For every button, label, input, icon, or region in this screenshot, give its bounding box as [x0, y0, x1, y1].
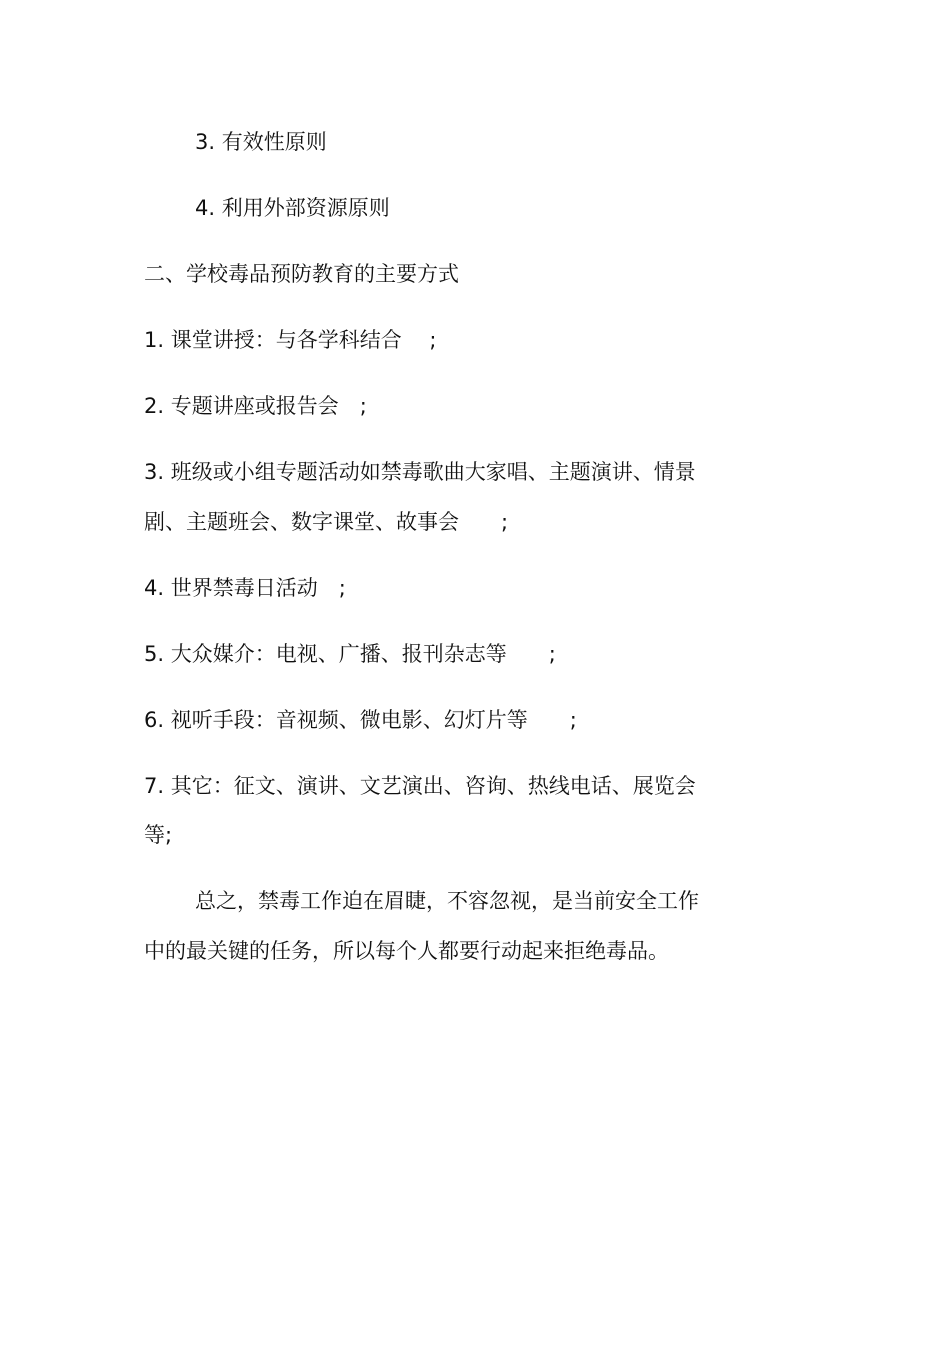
- method-item: 6. 视听手段：音视频、微电影、幻灯片等 ;: [144, 708, 577, 732]
- method-item-continuation: 等;: [144, 823, 173, 847]
- method-item: 4. 世界禁毒日活动 ;: [144, 576, 346, 600]
- principle-item: 3. 有效性原则: [195, 130, 327, 154]
- method-item: 5. 大众媒介：电视、广播、报刊杂志等 ;: [144, 642, 556, 666]
- method-item: 1. 课堂讲授：与各学科结合 ;: [144, 328, 437, 352]
- method-item: 7. 其它：征文、演讲、文艺演出、咨询、热线电话、展览会: [144, 774, 696, 798]
- conclusion-paragraph-line: 总之，禁毒工作迫在眉睫，不容忽视，是当前安全工作: [195, 889, 699, 913]
- conclusion-paragraph-line: 中的最关键的任务，所以每个人都要行动起来拒绝毒品。: [144, 939, 669, 963]
- section-heading: 二、学校毒品预防教育的主要方式: [144, 262, 459, 286]
- principle-item: 4. 利用外部资源原则: [195, 196, 390, 220]
- method-item-continuation: 剧、主题班会、数字课堂、故事会 ;: [144, 510, 509, 534]
- method-item: 2. 专题讲座或报告会 ;: [144, 394, 367, 418]
- method-item: 3. 班级或小组专题活动如禁毒歌曲大家唱、主题演讲、情景: [144, 460, 696, 484]
